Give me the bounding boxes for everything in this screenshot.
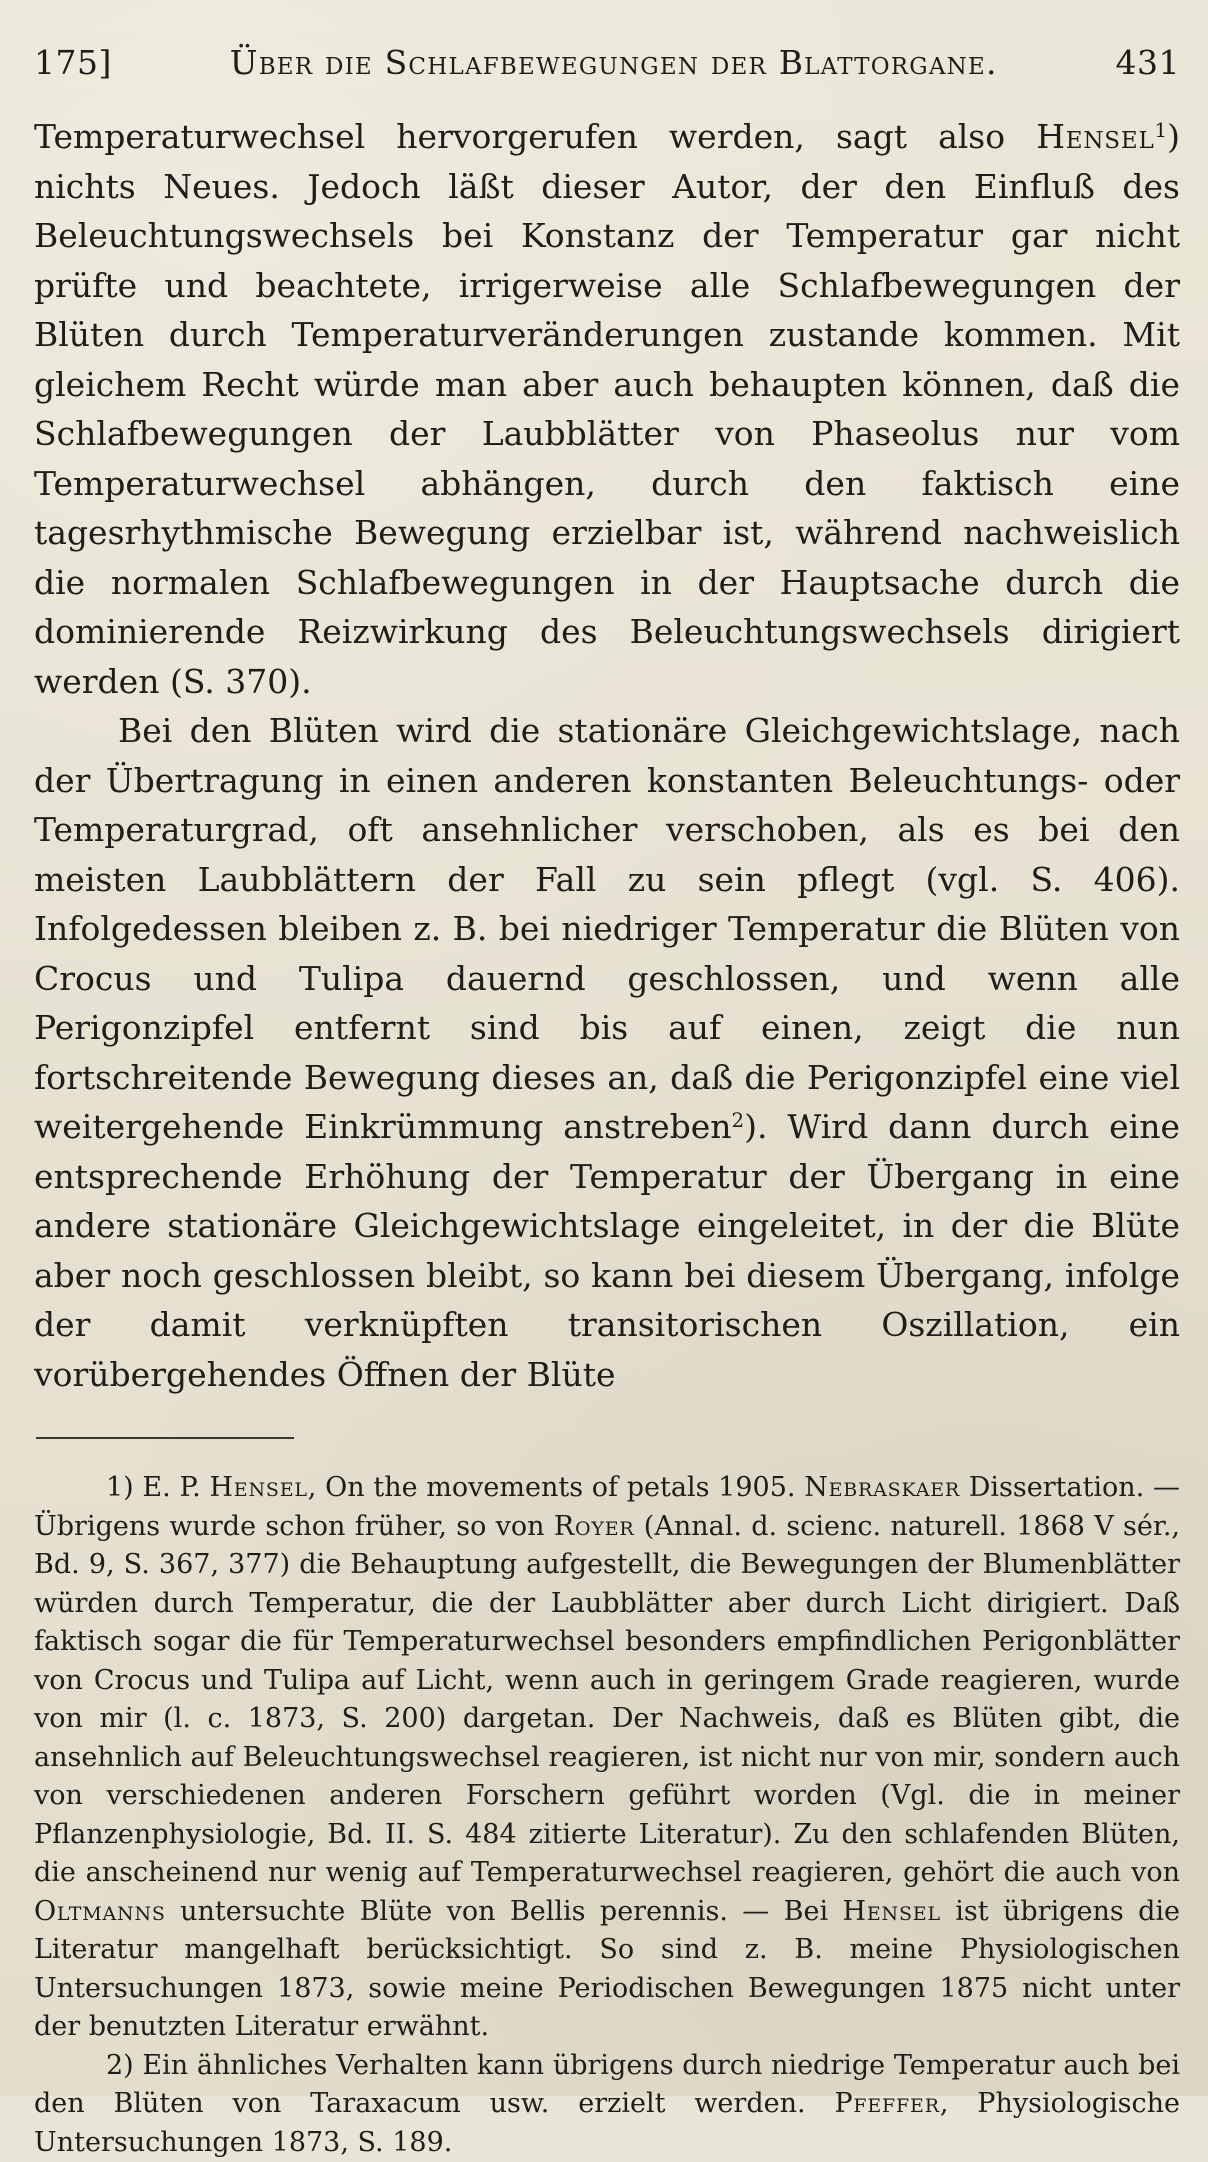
header-page-number: 431 [1116, 42, 1181, 84]
header-title: Über die Schlafbewegungen der Blattorgane. [112, 42, 1116, 84]
footnote-2-text-b: , Physiologische Untersuchungen 1873, S. 189. [34, 2088, 1180, 2158]
paragraph-2-text-a: Bei den Blüten wird die stationäre Gleichgewichtslage, nach der Übertragung in einen anderen konstanten Beleuchtungs- oder Temperaturgrad, oft ansehnlicher verschoben, als es bei den meisten Laubblättern der Fall zu sein pflegt (vgl. S. 406). Infolgedessen bleiben z. B. bei niedriger Temperatur die Blüten von Crocus und Tulipa dauernd geschlossen, und wenn alle Perigonzipfel entfernt sind bis auf einen, zeigt die nun fortschreitende Bewegung dieses an, daß die Perigonzipfel eine viel weitergehende Einkrümmung anstreben [34, 711, 1180, 1146]
paragraph-1 [34, 112, 1180, 706]
author-hensel: Hensel [843, 1896, 941, 1927]
footnote-ref-2: 2 [732, 1109, 745, 1132]
footnote-1-text-d: (Annal. d. scienc. naturell. 1868 V sér., Bd. 9, S. 367, 377) die Behauptung aufgestellt, die Bewegungen der Blumenblätter würden durch Temperatur, die der Laubblätter aber durch Licht dirigiert. Daß faktisch sogar die für Temperaturwechsel besonders empfindlichen Perigonblätter von Crocus und Tulipa auf Licht, wenn auch in geringem Grade reagieren, wurde von mir (l. c. 1873, S. 200) dargetan. Der Nachweis, daß es Blüten gibt, die ansehnlich auf Beleuchtungswechsel reagieren, ist nicht nur von mir, sondern auch von verschiedenen anderen Forschern geführt worden (Vgl. die in meiner Pflanzenphysiologie, Bd. II. S. 484 zitierte Literatur). Zu den schlafenden Blüten, die anscheinend nur wenig auf Temperaturwechsel reagieren, gehört die auch von [34, 1511, 1180, 1889]
footnote-1-text-a: 1) E. P. [106, 1472, 209, 1503]
footnote-1-text-b: , On the movements of petals 1905. [308, 1472, 804, 1503]
author-hensel: Hensel [209, 1472, 307, 1503]
paragraph-2-text-b: ). Wird dann durch eine entsprechende Erhöhung der Temperatur der Übergang in eine andere stationäre Gleichgewichtslage eingeleitet, in der die Blüte aber noch geschlossen bleibt, so kann bei diesem Übergang, infolge der damit verknüpften transitorischen Oszillation, ein vorübergehendes Öffnen der Blüte [34, 1107, 1180, 1394]
author-pfeffer: Pfeffer [834, 2088, 939, 2119]
footnote-ref-1: 1 [1155, 119, 1168, 142]
footnote-1-text-f: ist übrigens die Literatur mangelhaft berücksichtigt. So sind z. B. meine Physiologischen Untersuchungen 1873, sowie meine Periodischen Bewegungen 1875 nicht unter der benutzten Literatur erwähnt. [34, 1896, 1180, 2043]
footnotes [34, 1469, 1180, 2162]
footnote-1-text-e: untersuchte Blüte von Bellis perennis. — Bei [166, 1896, 843, 1927]
footnote-2-text-a: 2) Ein ähnliches Verhalten kann übrigens durch niedrige Temperatur auch bei den Blüten von Taraxacum usw. erzielt werden. [34, 2050, 1180, 2120]
author-oltmanns: Oltmanns [34, 1896, 166, 1927]
footnote-1-text-c: Dissertation. — Übrigens wurde schon früher, so von [34, 1472, 1180, 1542]
footnote-2 [34, 2047, 1180, 2162]
running-header [34, 42, 1180, 84]
footnote-divider [36, 1437, 294, 1439]
footnote-1 [34, 1469, 1180, 2047]
author-hensel: Hensel [1036, 117, 1154, 156]
author-nebraskaer: Nebraskaer [804, 1472, 960, 1503]
main-text [34, 112, 1180, 1399]
header-page-range: 175] [34, 42, 112, 84]
paragraph-2 [34, 706, 1180, 1399]
author-royer: Royer [554, 1511, 635, 1542]
paragraph-1-text-a: Temperaturwechsel hervorgerufen werden, sagt also [34, 117, 1036, 156]
paragraph-1-text-b: ) nichts Neues. Jedoch läßt dieser Autor, der den Einfluß des Beleuchtungswechsels bei Konstanz der Temperatur gar nicht prüfte und beachtete, irrigerweise alle Schlafbewegungen der Blüten durch Temperaturveränderungen zustande kommen. Mit gleichem Recht würde man aber auch behaupten können, daß die Schlafbewegungen der Laubblätter von Phaseolus nur vom Temperaturwechsel abhängen, durch den faktisch eine tagesrhythmische Bewegung erzielbar ist, während nachweislich die normalen Schlafbewegungen in der Hauptsache durch die dominierende Reizwirkung des Beleuchtungswechsels dirigiert werden (S. 370). [34, 117, 1180, 701]
